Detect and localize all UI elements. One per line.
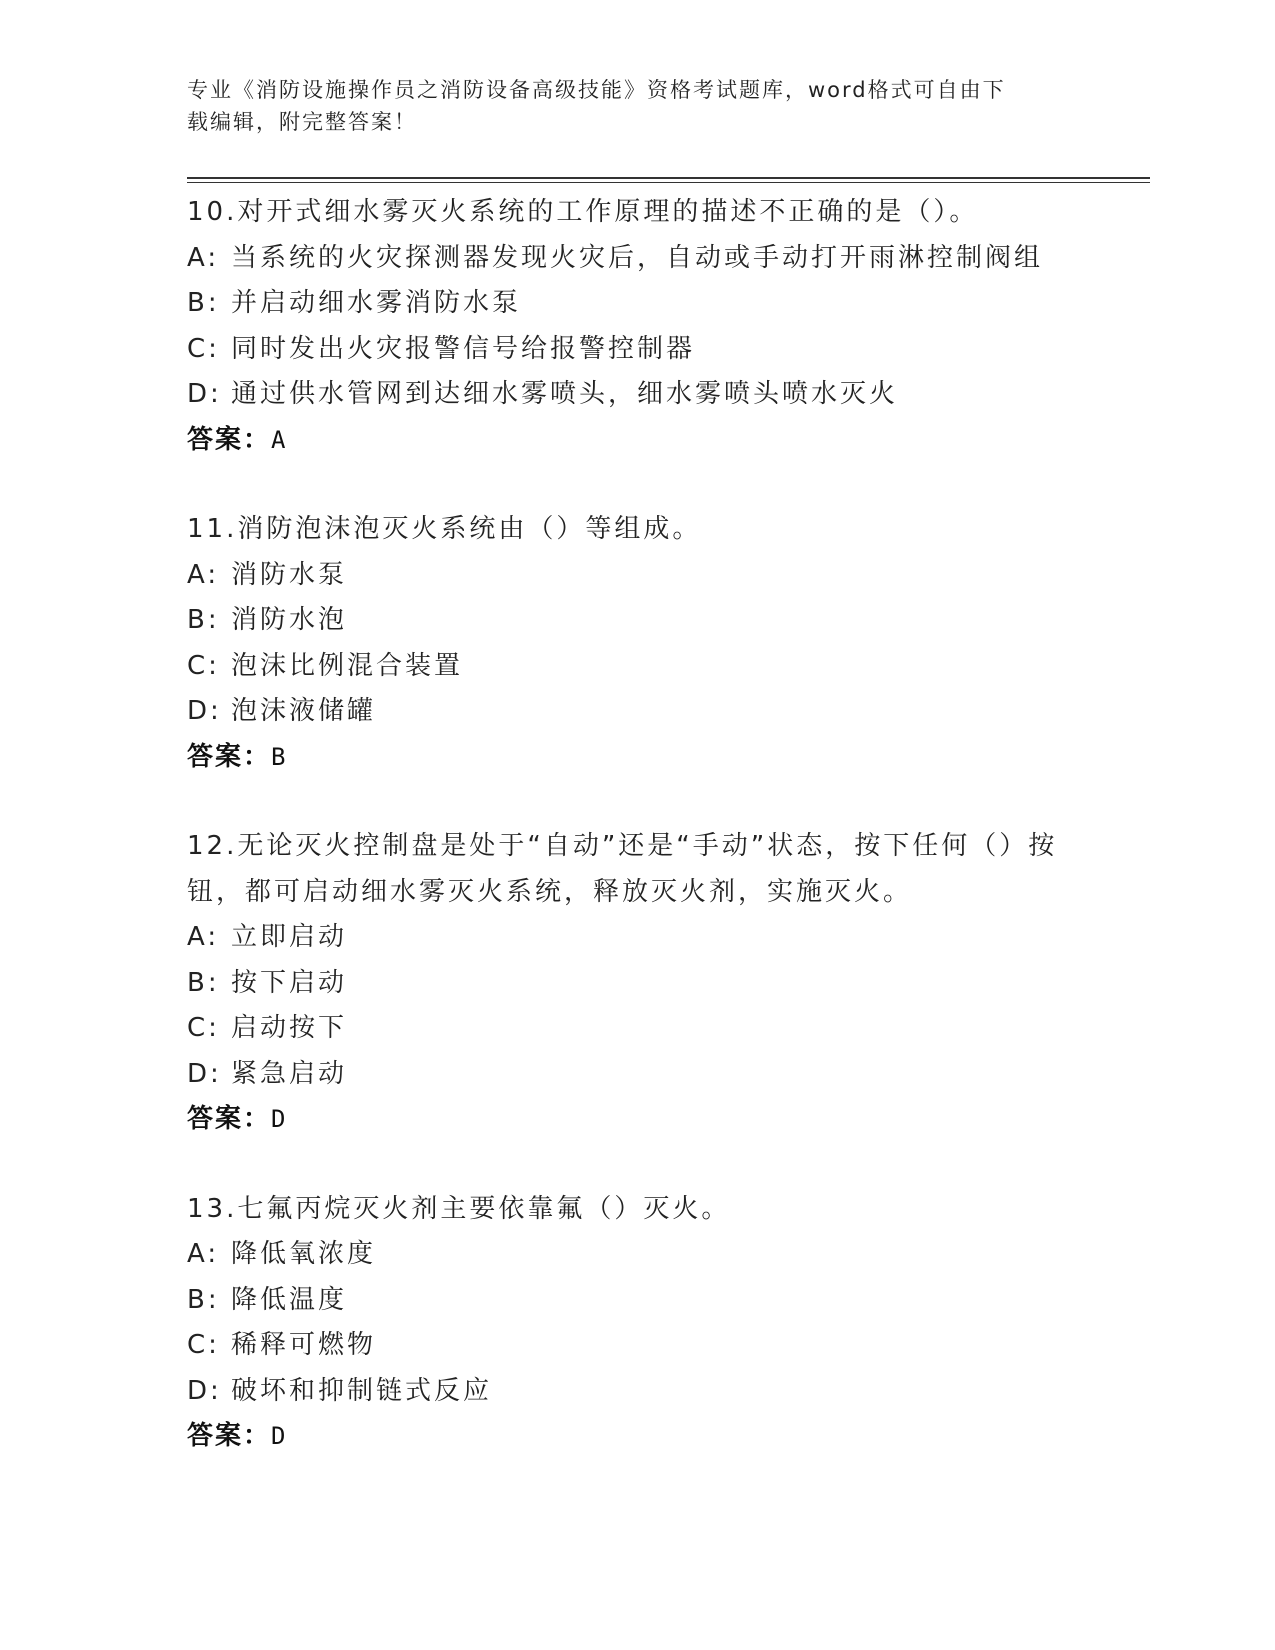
option-text: 泡沫比例混合装置 (231, 650, 464, 681)
header-line-2: 载编辑，附完整答案！ (187, 110, 417, 134)
option-c (187, 1323, 1087, 1369)
option-letter: A: (187, 242, 220, 273)
option-text: 按下启动 (231, 967, 348, 998)
answer-label: 答案： (187, 424, 272, 455)
option-letter: B: (187, 288, 220, 318)
question-12 (187, 824, 1087, 1143)
option-letter: C: (187, 1013, 220, 1043)
option-text: 降低温度 (231, 1284, 348, 1315)
question-list (187, 190, 1087, 1504)
answer-line (187, 1414, 1087, 1460)
answer-value: D (271, 1105, 288, 1133)
option-text: 泡沫液储罐 (231, 696, 377, 726)
question-11 (187, 507, 1087, 780)
option-c (187, 644, 1087, 690)
question-stem: 13.七氟丙烷灭火剂主要依靠氟（）灭火。 (187, 1193, 731, 1224)
option-d (187, 1052, 1087, 1098)
option-letter: B: (187, 605, 220, 635)
answer-label: 答案： (187, 1421, 272, 1451)
option-letter: C: (187, 333, 220, 364)
option-letter: D: (187, 379, 222, 409)
option-text: 紧急启动 (231, 1058, 348, 1089)
question-stem: 10.对开式细水雾灭火系统的工作原理的描述不正确的是（）。 (187, 197, 979, 227)
option-text: 降低氧浓度 (231, 1239, 377, 1269)
option-letter: A: (187, 1239, 220, 1269)
answer-label: 答案： (187, 1104, 272, 1134)
answer-line (187, 735, 1087, 781)
option-text: 并启动细水雾消防水泵 (231, 288, 522, 318)
document-header (187, 74, 1087, 138)
option-text: 稀释可燃物 (231, 1330, 377, 1360)
header-divider-thin (187, 182, 1150, 183)
option-letter: B: (187, 967, 220, 998)
header-line-1: 专业《消防设施操作员之消防设备高级技能》资格考试题库，word格式可自由下 (187, 78, 1006, 102)
option-letter: B: (187, 1284, 220, 1315)
option-text: 消防水泵 (231, 559, 348, 590)
option-b (187, 281, 1087, 327)
question-13 (187, 1187, 1087, 1460)
answer-label: 答案： (187, 741, 272, 772)
option-text: 破坏和抑制链式反应 (231, 1375, 493, 1406)
option-letter: A: (187, 559, 220, 590)
option-c (187, 1006, 1087, 1052)
answer-value: A (271, 425, 288, 454)
question-stem: 12.无论灭火控制盘是处于“自动”还是“手动”状态，按下任何（）按钮，都可启动细水雾灭火系统，释放灭火剂，实施灭火。 (187, 831, 1058, 907)
option-a (187, 553, 1087, 599)
option-letter: D: (187, 1058, 222, 1089)
answer-line (187, 1097, 1087, 1143)
option-letter: A: (187, 922, 220, 952)
option-b (187, 598, 1087, 644)
option-text: 启动按下 (231, 1013, 348, 1043)
option-text: 同时发出火灾报警信号给报警控制器 (231, 333, 696, 364)
option-d (187, 689, 1087, 735)
answer-value: B (271, 742, 288, 771)
question-stem: 11.消防泡沫泡灭火系统由（）等组成。 (187, 514, 702, 544)
option-d (187, 372, 1087, 418)
option-a (187, 236, 1087, 282)
option-letter: D: (187, 696, 222, 726)
header-divider-thick (187, 177, 1150, 179)
option-letter: C: (187, 1330, 220, 1360)
option-b (187, 1278, 1087, 1324)
answer-line (187, 418, 1087, 464)
option-text: 当系统的火灾探测器发现火灾后，自动或手动打开雨淋控制阀组 (231, 242, 1044, 273)
option-letter: C: (187, 650, 220, 681)
option-letter: D: (187, 1375, 222, 1406)
answer-value: D (271, 1422, 288, 1450)
option-b (187, 961, 1087, 1007)
option-a (187, 1232, 1087, 1278)
option-text: 通过供水管网到达细水雾喷头，细水雾喷头喷水灭火 (231, 379, 899, 409)
option-text: 立即启动 (231, 922, 348, 952)
question-10 (187, 190, 1087, 463)
option-text: 消防水泡 (231, 605, 348, 635)
option-d (187, 1369, 1087, 1415)
option-c (187, 327, 1087, 373)
option-a (187, 915, 1087, 961)
